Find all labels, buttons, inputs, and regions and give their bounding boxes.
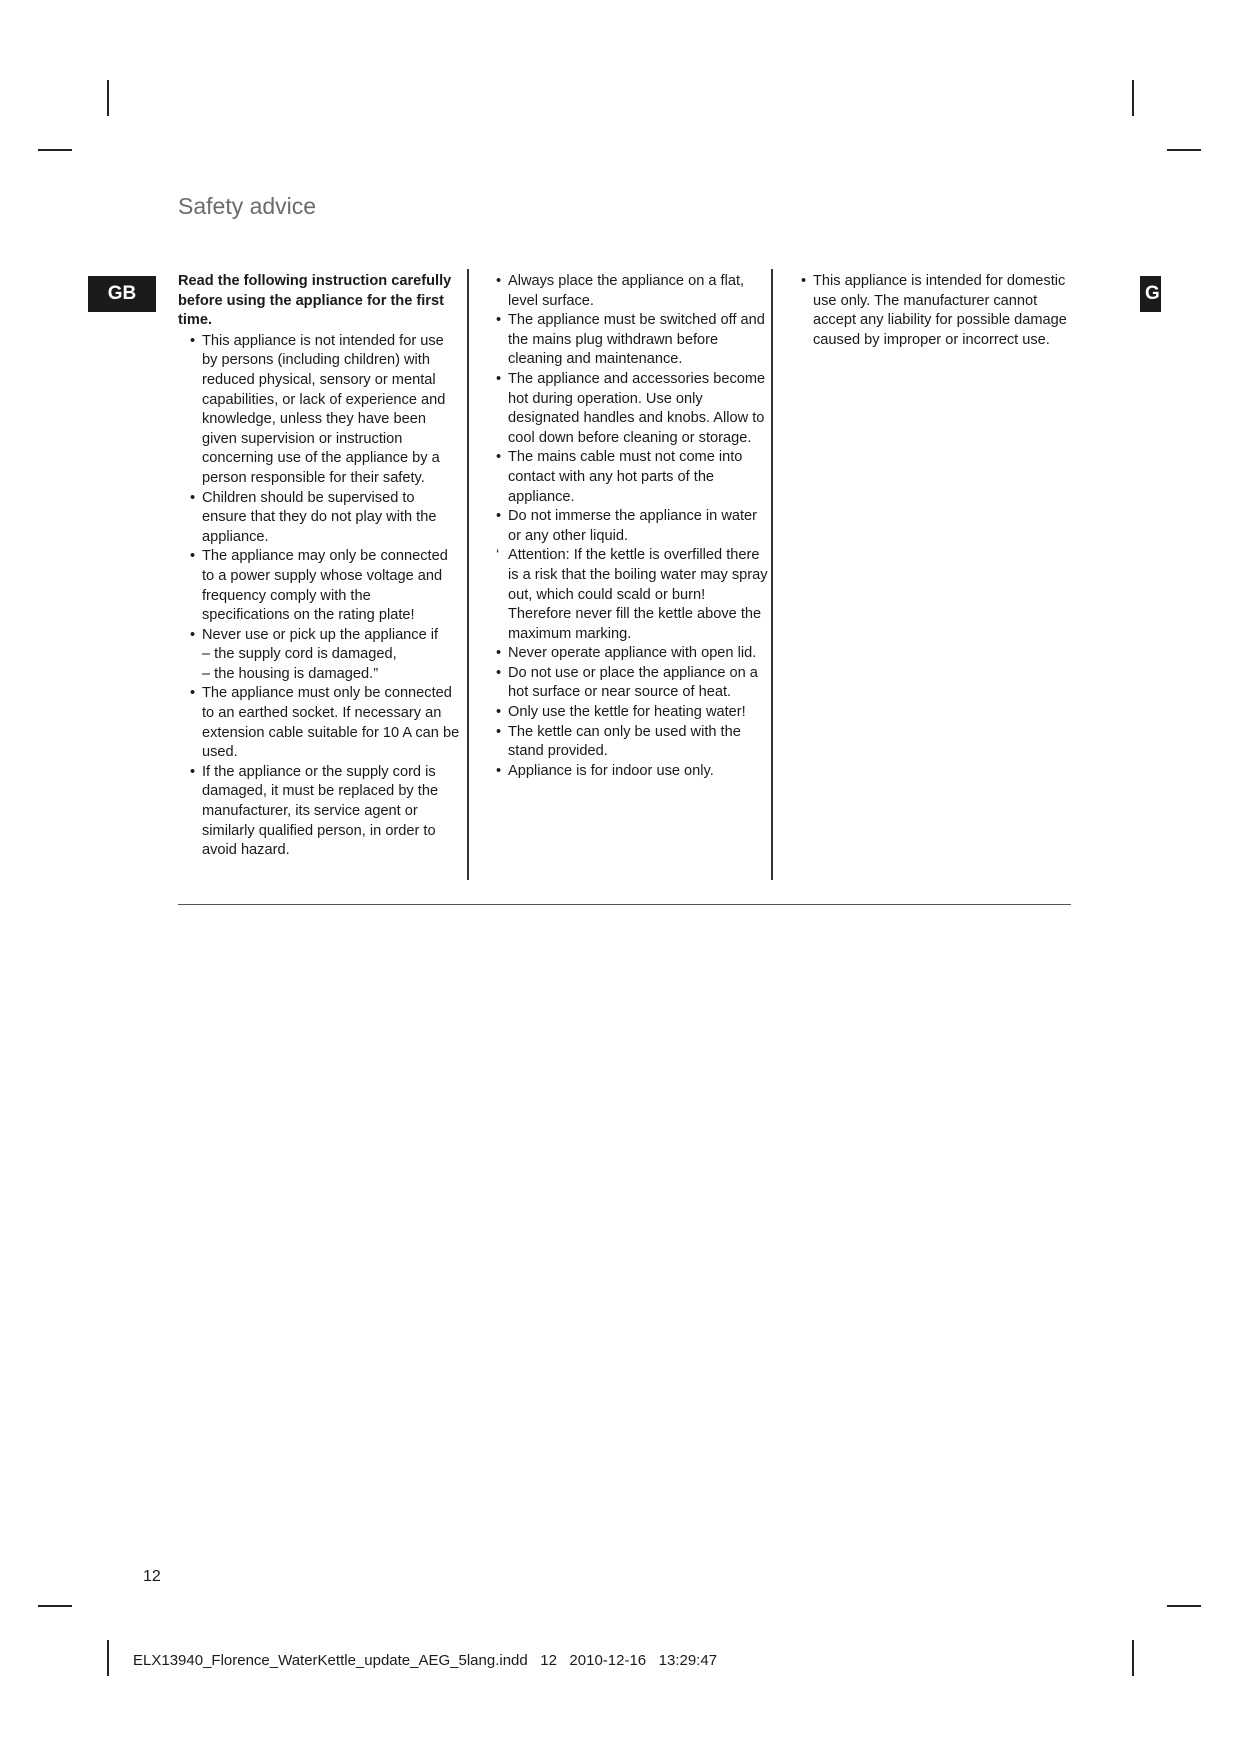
list-item bbox=[484, 448, 769, 507]
print-slug: ELX13940_Florence_WaterKettle_update_AEG_5lang.indd 12 2010-12-16 13:29:47 bbox=[133, 1652, 718, 1669]
bullet-icon: • bbox=[496, 273, 502, 289]
column-1 bbox=[178, 272, 460, 861]
list-item bbox=[484, 272, 769, 311]
next-language-tab bbox=[1140, 276, 1161, 312]
crop-mark bbox=[1167, 1605, 1201, 1607]
bullet-icon: • bbox=[496, 645, 502, 662]
intro-text: Read the following instruction carefully before using the appliance for the first time. bbox=[178, 273, 452, 329]
page-number: 12 bbox=[143, 1568, 161, 1585]
list-item-text: The appliance may only be connected to a power supply whose voltage and frequency comply with the specifications on the rating plate! bbox=[202, 548, 448, 624]
list-sub-item: – the supply cord is damaged, bbox=[202, 646, 397, 663]
language-tab bbox=[88, 276, 156, 312]
list-item-text: This appliance is intended for domestic use only. The manufacturer cannot accept any liability for possible damage caused by improper or incorrect use. bbox=[813, 273, 1067, 348]
list-item-text: Never use or pick up the appliance if bbox=[202, 626, 439, 643]
list-item bbox=[484, 507, 769, 546]
horizontal-rule bbox=[178, 904, 1071, 905]
list-item bbox=[484, 703, 769, 723]
bullet-icon: • bbox=[190, 685, 196, 702]
bullet-icon: • bbox=[496, 664, 502, 681]
crop-mark bbox=[38, 149, 72, 151]
crop-mark bbox=[1132, 80, 1134, 116]
list-item-text: The appliance must only be connected to an earthed socket. If necessary an extension cable suitable for 10 A can be used. bbox=[202, 685, 460, 761]
list-item-text: The appliance must be switched off and the mains plug withdrawn before cleaning and maintenance. bbox=[508, 312, 765, 368]
list-item bbox=[484, 762, 769, 782]
bullet-icon: • bbox=[496, 312, 502, 329]
list-item bbox=[484, 370, 769, 448]
bullet-icon: • bbox=[496, 704, 502, 721]
list-item bbox=[178, 763, 460, 861]
bullet-icon: • bbox=[496, 723, 502, 740]
list-sub-item: – the housing is damaged.” bbox=[202, 665, 379, 682]
column-3 bbox=[789, 272, 1079, 350]
list-item-text: The mains cable must not come into contact with any hot parts of the appliance. bbox=[508, 449, 743, 505]
crop-mark bbox=[1132, 1640, 1134, 1676]
list-item bbox=[484, 311, 769, 370]
list-item-text: Children should be supervised to ensure that they do not play with the appliance. bbox=[202, 489, 437, 545]
list-item bbox=[484, 664, 769, 703]
list-item-text: The kettle can only be used with the stand provided. bbox=[508, 723, 741, 760]
list-item bbox=[178, 547, 460, 625]
column-divider bbox=[771, 269, 773, 880]
bullet-icon: • bbox=[496, 508, 502, 525]
bullet-icon: • bbox=[496, 370, 502, 387]
language-tab-label: GB bbox=[107, 283, 137, 304]
bullet-icon: • bbox=[496, 449, 502, 466]
bullet-icon: ‘ bbox=[496, 547, 500, 564]
bullet-icon: • bbox=[190, 763, 196, 780]
list-item-text: Attention: If the kettle is overfilled there is a risk that the boiling water may spray out, which could scald or burn! Therefore never fill the kettle above the maximum marking. bbox=[508, 547, 768, 642]
list-item bbox=[484, 546, 769, 644]
list-item bbox=[178, 684, 460, 762]
column-divider bbox=[467, 269, 469, 880]
bullet-icon: • bbox=[190, 548, 196, 565]
list-item bbox=[178, 489, 460, 548]
list-item-text: The appliance and accessories become hot during operation. Use only designated handles and knobs. Allow to cool down before cleaning or storage. bbox=[508, 370, 766, 446]
list-item bbox=[484, 723, 769, 762]
list-item-text: Do not use or place the appliance on a hot surface or near source of heat. bbox=[508, 664, 758, 701]
list-item-text: This appliance is not intended for use by persons (including children) with reduced physical, sensory or mental capabilities, or lack of experience and knowledge, unless they have been given supervision or instruction concerning use of the appliance by a person responsible for their safety. bbox=[202, 332, 446, 486]
bullet-icon: • bbox=[801, 273, 807, 289]
list-item-text: Appliance is for indoor use only. bbox=[508, 762, 714, 779]
list-item bbox=[178, 626, 460, 685]
bullet-icon: • bbox=[190, 332, 196, 349]
list-item-text: If the appliance or the supply cord is damaged, it must be replaced by the manufacturer, its service agent or similarly qualified person, in order to avoid hazard. bbox=[202, 763, 439, 859]
safety-list bbox=[178, 332, 460, 861]
bullet-icon: • bbox=[496, 762, 502, 779]
list-item-text: Do not immerse the appliance in water or any other liquid. bbox=[508, 508, 758, 544]
safety-list bbox=[789, 272, 1079, 350]
list-item-text: Never operate appliance with open lid. bbox=[508, 645, 757, 662]
crop-mark bbox=[107, 80, 109, 116]
page-title: Safety advice bbox=[178, 193, 317, 219]
crop-mark bbox=[1167, 149, 1201, 151]
bullet-icon: • bbox=[190, 489, 196, 506]
next-language-tab-label: G bbox=[1145, 283, 1160, 304]
bullet-icon: • bbox=[190, 626, 196, 643]
crop-mark bbox=[107, 1640, 109, 1676]
list-item-text: Only use the kettle for heating water! bbox=[508, 704, 746, 721]
column-2 bbox=[484, 272, 769, 781]
list-item bbox=[178, 332, 460, 489]
list-item bbox=[789, 272, 1079, 350]
list-item-text: Always place the appliance on a flat, level surface. bbox=[508, 273, 745, 309]
crop-mark bbox=[38, 1605, 72, 1607]
safety-list bbox=[484, 272, 769, 781]
list-item bbox=[484, 644, 769, 664]
